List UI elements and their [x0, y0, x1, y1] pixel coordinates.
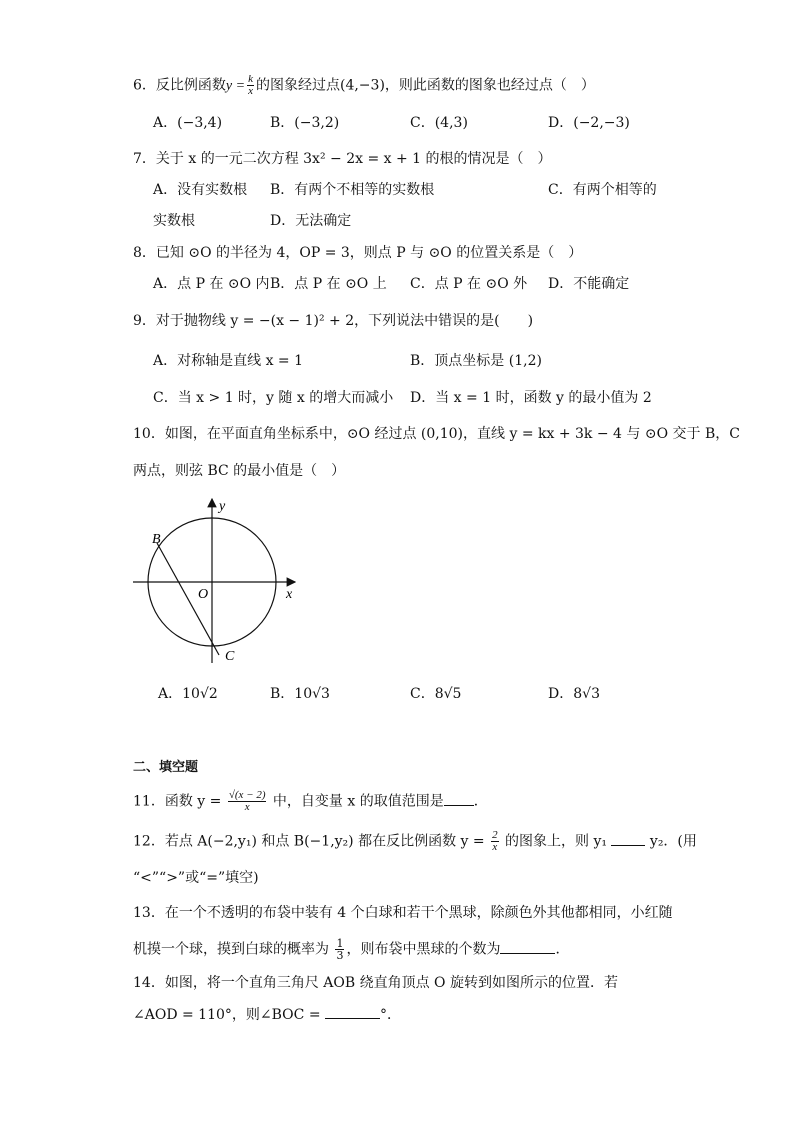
q11-frac-den: x: [244, 801, 250, 813]
q12-line2: “<”“>”或“=”填空): [133, 870, 259, 886]
q6-fraction: [247, 74, 254, 97]
q12-answer-blank[interactable]: [611, 831, 645, 846]
q11-end: ．: [473, 793, 488, 810]
q10-stem-line1: 10．如图，在平面直角坐标系中，⊙O 经过点 (0,10)，直线 y = kx + 3k − 4 与 ⊙O 交于 B，C: [133, 426, 740, 442]
q10-option-c: C．8√5: [410, 686, 462, 702]
q13-suffix: ，则布袋中黑球的个数为: [346, 941, 501, 958]
q11-prefix: 11．函数 y =: [133, 793, 226, 810]
q14-line1: 14．如图，将一个直角三角尺 AOB 绕直角顶点 O 旋转到如图所示的位置．若: [133, 975, 618, 991]
q10-option-d: D．8√3: [548, 686, 600, 702]
q6-option-d: D．(−2,−3): [548, 115, 630, 131]
q6-option-a: A．(−3,4): [153, 115, 223, 131]
point-c-label: C: [225, 649, 235, 664]
q13-fraction: [335, 938, 344, 961]
q8-option-b: B．点 P 在 ⊙O 上: [270, 276, 387, 292]
point-b-label: B: [152, 532, 161, 547]
q9-stem: 9．对于抛物线 y = −(x − 1)² + 2，下列说法中错误的是( ): [133, 313, 534, 329]
q6-middle: 的图象经过点: [255, 77, 340, 94]
q8-option-d: D．不能确定: [548, 276, 630, 292]
q12: [133, 830, 697, 853]
q9-option-d: D．当 x = 1 时，函数 y 的最小值为 2: [410, 390, 652, 406]
q14-end: °．: [380, 1007, 401, 1023]
q13-line1: 13．在一个不透明的布袋中装有 4 个白球和若干个黑球，除颜色外其他都相同，小红随: [133, 905, 673, 921]
origin-label: O: [198, 587, 209, 602]
q7-option-a: A．没有实数根: [153, 182, 248, 198]
q7-option-d: D．无法确定: [270, 213, 352, 229]
q11: [133, 790, 488, 813]
q8-option-a: A．点 P 在 ⊙O 内: [153, 276, 270, 292]
q13-answer-blank[interactable]: [500, 939, 555, 954]
q10-option-a: A．10√2: [158, 686, 218, 702]
q6-stem: [133, 74, 595, 97]
q6-prefix: 6．反比例函数: [133, 77, 226, 94]
q11-fraction: [228, 790, 267, 813]
q6-frac-den: x: [248, 85, 253, 97]
q12-frac-den: x: [492, 841, 498, 853]
q13-frac-den: 3: [336, 949, 344, 962]
q14-prefix: ∠AOD = 110°，则∠BOC =: [133, 1007, 325, 1023]
q7-option-b: B．有两个不相等的实数根: [270, 182, 435, 198]
q6-suffix: ，则此函数的图象也经过点（ ）: [384, 77, 595, 94]
q11-answer-blank[interactable]: [444, 791, 474, 806]
q6-point: (4,−3): [339, 77, 385, 94]
q12-frac-num: 2: [492, 829, 498, 841]
q7-option-c-wrap: 实数根: [153, 213, 195, 229]
q13-frac-num: 1: [336, 937, 344, 950]
q9-option-c: C．当 x > 1 时，y 随 x 的增大而减小: [153, 390, 394, 406]
q11-suffix: 中，自变量 x 的取值范围是: [268, 793, 444, 810]
q9-option-a: A．对称轴是直线 x = 1: [153, 353, 304, 369]
q9-option-b: B．顶点坐标是 (1,2): [410, 353, 542, 369]
q6-option-c: C．(4,3): [410, 115, 468, 131]
q8-stem: 8．已知 ⊙O 的半径为 4，OP = 3，则点 P 与 ⊙O 的位置关系是（ ）: [133, 245, 583, 261]
q6-func-lhs: y =: [225, 78, 246, 94]
q13-line2: [133, 938, 569, 961]
q14-answer-blank[interactable]: [325, 1004, 380, 1019]
x-axis-label: x: [286, 587, 293, 602]
q7-stem: 7．关于 x 的一元二次方程 3x² − 2x = x + 1 的根的情况是（ ）: [133, 151, 552, 167]
y-axis-label: y: [219, 499, 226, 514]
q10-figure: [125, 495, 305, 670]
q13-end: ．: [555, 941, 570, 958]
q11-frac-num: √(x − 2): [228, 789, 266, 801]
q13-prefix: 机摸一个球，摸到白球的概率为: [133, 941, 334, 958]
q6-option-b: B．(−3,2): [270, 115, 340, 131]
q8-option-c: C．点 P 在 ⊙O 外: [410, 276, 528, 292]
q7-option-c: C．有两个相等的: [548, 182, 657, 198]
q12-after-blank: y₂．(用: [645, 833, 697, 850]
q6-frac-num: k: [248, 73, 253, 85]
q10-option-b: B．10√3: [270, 686, 330, 702]
q12-fraction: [491, 830, 499, 853]
q12-prefix: 12．若点 A(−2,y₁) 和点 B(−1,y₂) 都在反比例函数 y =: [133, 833, 490, 850]
chord-bc: [157, 543, 219, 655]
q12-middle: 的图象上，则 y₁: [500, 833, 607, 850]
q14-line2: [133, 1004, 401, 1025]
q10-stem-line2: 两点，则弦 BC 的最小值是（ ）: [133, 463, 346, 479]
section-title: 二、填空题: [133, 760, 199, 775]
